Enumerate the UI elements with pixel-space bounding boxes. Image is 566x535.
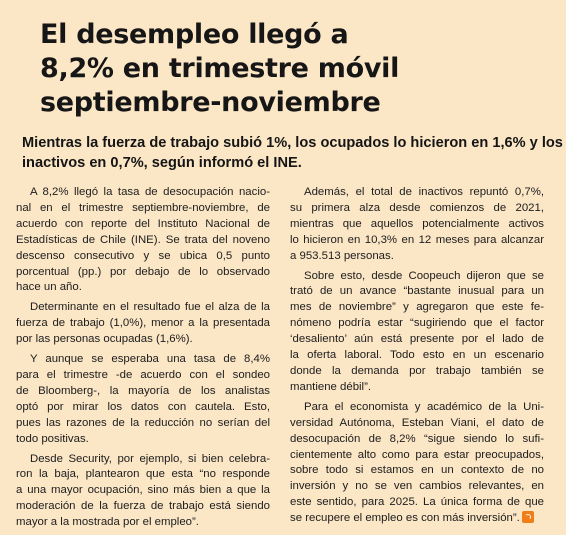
body-line: mes de noviembre” y agregaron que este fe- bbox=[290, 301, 544, 314]
body-line: Sobre esto, desde Coopeuch dijeron que se bbox=[304, 269, 544, 282]
body-line: Y aunque se esperaba una tasa de 8,4% bbox=[30, 353, 270, 366]
body-paragraph bbox=[290, 185, 544, 265]
body-paragraph bbox=[16, 185, 270, 296]
body-line: Desde Security, por ejemplo, si bien celebra- bbox=[30, 452, 270, 465]
body-line: se recupere el empleo es con más inversión”. bbox=[290, 511, 544, 527]
body-line: optó por mirar los datos con cautela. Esto, bbox=[16, 400, 270, 413]
body-line: Determinante en el resultado fue el alza de la bbox=[30, 301, 270, 314]
body-paragraph bbox=[290, 400, 544, 527]
body-line: todo positivas. bbox=[16, 432, 89, 445]
body-line: Además, el total de inactivos repuntó 0,7%, bbox=[304, 186, 544, 198]
body-line: pues las razones de la reducción no serían del bbox=[16, 416, 270, 429]
body-line: cientemente alto como para estar preocupados, bbox=[290, 448, 544, 461]
body-line: fuerza de trabajo (1,0%), menor a la presentada bbox=[16, 317, 270, 330]
right-column bbox=[290, 185, 544, 531]
body-line: por las personas ocupadas (1,6%). bbox=[16, 333, 193, 346]
body-line: descenso consecutivo y se ubica 0,5 punto bbox=[16, 249, 270, 262]
left-column bbox=[16, 185, 270, 535]
body-line: para el trimestre -de acuerdo con el sondeo bbox=[16, 368, 270, 381]
body-paragraph bbox=[290, 269, 544, 396]
body-line: mantiene débil”. bbox=[290, 380, 372, 393]
body-line: a una mayor ocupación, sino más bien a que la bbox=[16, 484, 270, 497]
body-line: mayor a la mostrada por el empleo”. bbox=[16, 516, 199, 529]
body-line: nómeno podría estar “sugiriendo que el factor bbox=[290, 317, 544, 330]
body-line: moderación de la fuerza de trabajo está siendo bbox=[16, 500, 270, 513]
body-line: de Bloomberg-, la mayoría de los analistas bbox=[16, 384, 270, 397]
body-paragraph bbox=[16, 352, 270, 447]
body-line: inversión y no se ven cambios relevantes, en bbox=[290, 480, 544, 493]
body-line: nal en el trimestre septiembre-noviembre, de bbox=[16, 201, 270, 214]
body-line: desocupación de 8,2% “sigue siendo lo sufi- bbox=[290, 432, 544, 445]
headline-line: 8,2% en trimestre móvil bbox=[40, 53, 400, 84]
body-line: A 8,2% llegó la tasa de desocupación nacio- bbox=[30, 186, 270, 198]
body-paragraph bbox=[16, 452, 270, 532]
body-line: mientras que aquellos potencialmente activos bbox=[290, 217, 544, 230]
body-line: Para el economista y académico de la Uni- bbox=[304, 400, 544, 413]
body-line: sobre todo si estamos en un contexto de no bbox=[290, 464, 544, 477]
body-line: lo hicieron en 10,3% en 12 meses para alcanzar bbox=[290, 233, 544, 246]
body-line: porcentual (pp.) por debajo de lo observado bbox=[16, 265, 270, 278]
headline-line: septiembre-noviembre bbox=[40, 87, 381, 118]
body-line: donde la demanda por trabajo también se bbox=[290, 364, 544, 377]
body-paragraph bbox=[16, 300, 270, 348]
body-line: Estadísticas de Chile (INE). Se trata del noveno bbox=[16, 233, 270, 246]
body-line: este sentido, para 2025. La única forma de que bbox=[290, 496, 544, 509]
lead-paragraph bbox=[22, 134, 563, 173]
body-line: acuerdo con reporte del Instituto Nacional de bbox=[16, 217, 270, 230]
end-of-article-icon bbox=[522, 511, 534, 523]
headline-line: El desempleo llegó a bbox=[40, 19, 349, 50]
body-line: su primera alza desde comienzos de 2021, bbox=[290, 201, 544, 214]
lead-line: inactivos en 0,7%, según informó el INE. bbox=[22, 154, 302, 171]
body-line: hace un año. bbox=[16, 281, 82, 294]
body-line: ron la baja, plantearon que esta “no responde bbox=[16, 468, 270, 481]
lead-line: Mientras la fuerza de trabajo subió 1%, los ocupados lo hicieron en 1,6% y los bbox=[22, 135, 563, 151]
body-line: versidad Autónoma, Esteban Viani, el dato de bbox=[290, 416, 544, 429]
body-line: a 953.513 personas. bbox=[290, 249, 394, 262]
body-line: ‘desaliento’ aún está presente por el lado de bbox=[290, 333, 544, 346]
headline bbox=[40, 18, 540, 120]
body-line: trató de un avance “bastante inusual para un bbox=[290, 285, 544, 298]
body-line: la oferta laboral. Todo esto en un escenario bbox=[290, 349, 544, 362]
